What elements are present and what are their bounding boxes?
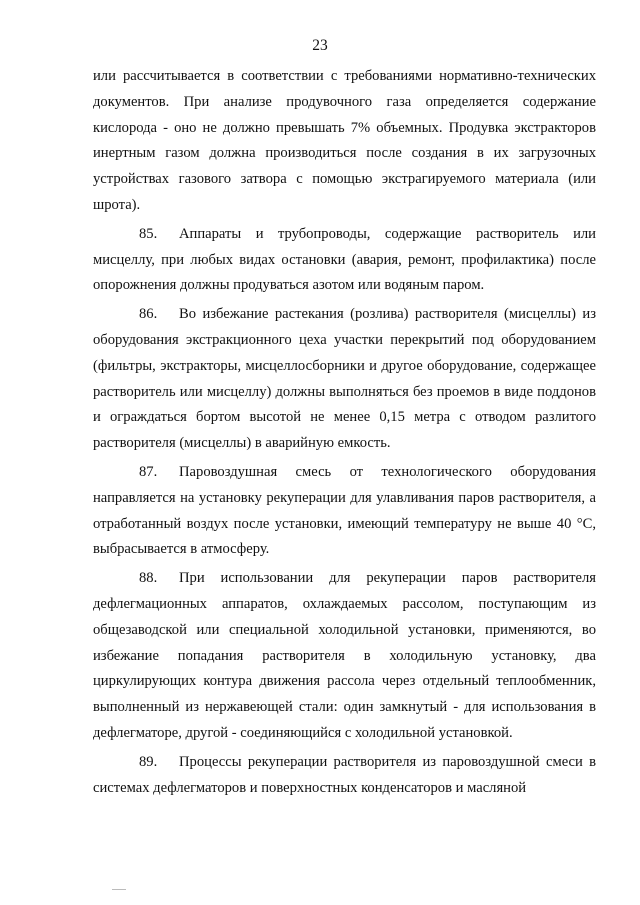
item-text: Во избежание растекания (розлива) растворителя (мисцеллы) из оборудования экстракционного цеха участки перекрытий под оборудованием (фильтры, экстракторы, мисцеллосборники и другое оборудование, содержащее растворитель или мисцеллу) должны выполняться без проемов в виде поддонов и ограждаться бортом высотой не менее 0,15 метра с отводом разлитого растворителя (мисцеллы) в аварийную емкость. bbox=[93, 306, 596, 452]
page-number: 23 bbox=[312, 37, 328, 54]
item-number: 85. bbox=[139, 225, 158, 242]
item-89 bbox=[93, 750, 596, 802]
scan-artifact bbox=[112, 889, 126, 890]
item-number: 89. bbox=[139, 753, 158, 770]
item-number: 88. bbox=[139, 570, 158, 587]
item-text: Аппараты и трубопроводы, содержащие растворитель или мисцеллу, при любых видах остановки (авария, ремонт, профилактика) после опорожнения должны продуваться азотом или водяным паром. bbox=[93, 225, 596, 294]
item-text: Процессы рекуперации растворителя из паровоздушной смеси в системах дефлегматоров и поверхностных конденсаторов и масляной bbox=[93, 753, 596, 796]
document-body bbox=[93, 64, 596, 801]
item-88 bbox=[93, 566, 596, 747]
item-85 bbox=[93, 222, 596, 299]
item-text: При использовании для рекуперации паров растворителя дефлегмационных аппаратов, охлаждаемых рассолом, поступающим из общезаводской или специальной холодильной установки, применяются, во избежание попадания растворителя в холодильную установку, два циркулирующих контура движения рассола через отдельный теплообменник, выполненный из нержавеющей стали: один замкнутый - для использования в дефлегматоре, другой - соединяющийся с холодильной установкой. bbox=[93, 570, 596, 741]
item-number: 86. bbox=[139, 306, 158, 323]
lead-paragraph: или рассчитывается в соответствии с требованиями нормативно-технических документов. При анализе продувочного газа определяется содержание кислорода - оно не должно превышать 7% объемных. Продувка экстракторов инертным газом должна производиться после создания в их загрузочных устройствах газового затвора с помощью экстрагируемого материала (или шрота). bbox=[93, 68, 596, 213]
item-number: 87. bbox=[139, 463, 158, 480]
item-87 bbox=[93, 460, 596, 563]
item-86 bbox=[93, 302, 596, 457]
item-text: Паровоздушная смесь от технологического оборудования направляется на установку рекуперации для улавливания паров растворителя, а отработанный воздух после установки, имеющий температуру не выше 40 °С, выбрасывается в атмосферу. bbox=[93, 463, 596, 558]
